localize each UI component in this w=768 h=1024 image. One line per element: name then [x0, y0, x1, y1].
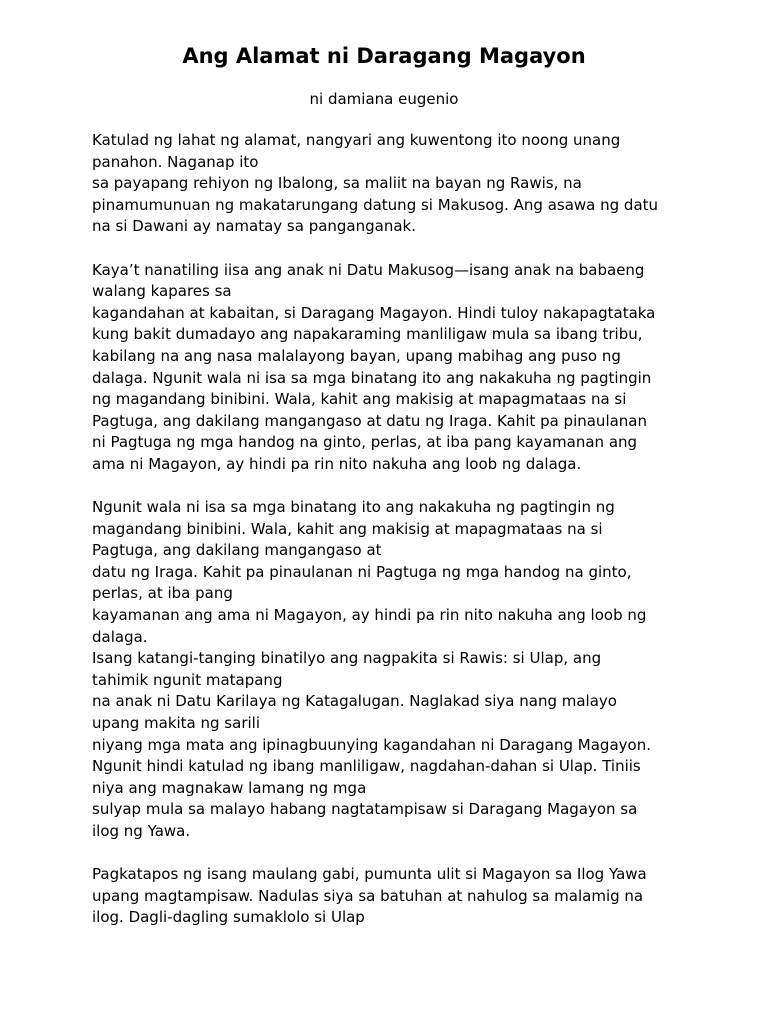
text-line: niyang mga mata ang ipinagbuunying kagandahan ni Daragang Magayon.	[92, 735, 651, 754]
text-line: kung bakit dumadayo ang napakaraming manliligaw mula sa ibang tribu,	[92, 325, 643, 344]
text-line: kayamanan ang ama ni Magayon, ay hindi pa rin nito nakuha ang loob ng	[92, 606, 647, 625]
text-line: Isang katangi-tanging binatilyo ang nagpakita si Rawis: si Ulap, ang	[92, 649, 602, 668]
paragraph	[92, 260, 722, 476]
text-line: kagandahan at kabaitan, si Daragang Magayon. Hindi tuloy nakapagtataka	[92, 303, 656, 322]
text-line: na si Dawani ay namatay sa panganganak.	[92, 217, 417, 236]
text-line: sa payapang rehiyon ng Ibalong, sa maliit na bayan ng Rawis, na	[92, 174, 582, 193]
paragraph	[92, 497, 722, 843]
paragraph	[92, 864, 722, 929]
text-line: ama ni Magayon, ay hindi pa rin nito nakuha ang loob ng dalaga.	[92, 454, 582, 473]
text-line: Katulad ng lahat ng alamat, nangyari ang kuwentong ito noong unang	[92, 131, 621, 149]
text-line: Ngunit hindi katulad ng ibang manliligaw, nagdahan-dahan si Ulap. Tiniis	[92, 757, 641, 776]
text-line: upang magtampisaw. Nadulas siya sa batuhan at nahulog sa malamig na	[92, 886, 644, 905]
text-line: ilog ng Yawa.	[92, 822, 191, 840]
document-author: ni damiana eugenio	[309, 90, 459, 108]
text-line: magandang binibini. Wala, kahit ang makisig at mapagmataas na si	[92, 519, 603, 538]
text-line: Pagkatapos ng isang maulang gabi, pumunta ulit si Magayon sa Ilog Yawa	[92, 865, 647, 884]
text-line: perlas, at iba pang	[92, 584, 233, 603]
text-line: Ngunit wala ni isa sa mga binatang ito ang nakakuha ng pagtingin ng	[92, 498, 615, 517]
text-line: dalaga.	[92, 627, 148, 646]
text-line: Pagtuga, ang dakilang mangangaso at datu ng Iraga. Kahit pa pinaulanan	[92, 411, 648, 430]
text-line: datu ng Iraga. Kahit pa pinaulanan ni Pagtuga ng mga handog na ginto,	[92, 562, 632, 581]
text-line: sulyap mula sa malayo habang nagtatampisaw si Daragang Magayon sa	[92, 800, 638, 819]
document-title: Ang Alamat ni Daragang Magayon	[182, 44, 586, 68]
text-line: walang kapares sa	[92, 282, 232, 301]
text-line: pinamumunuan ng makatarungang datung si Makusog. Ang asawa ng datu	[92, 195, 659, 214]
text-line: Pagtuga, ang dakilang mangangaso at	[92, 541, 382, 560]
text-line: Kaya’t nanatiling iisa ang anak ni Datu Makusog—isang anak na babaeng	[92, 260, 645, 279]
text-line: kabilang na ang nasa malalayong bayan, upang mabihag ang puso ng	[92, 346, 621, 365]
text-line: niya ang magnakaw lamang ng mga	[92, 778, 367, 797]
text-line: upang makita ng sarili	[92, 714, 260, 733]
text-line: tahimik ngunit matapang	[92, 670, 283, 689]
text-line: panahon. Naganap ito	[92, 152, 259, 171]
text-line: ni Pagtuga ng mga handog na ginto, perlas, at iba pang kayamanan ang	[92, 433, 638, 452]
paragraph	[92, 130, 722, 238]
text-line: ng magandang binibini. Wala, kahit ang makisig at mapagmataas na si	[92, 390, 627, 409]
document-body	[92, 130, 722, 951]
text-line: na anak ni Datu Karilaya ng Katagalugan. Naglakad siya nang malayo	[92, 692, 617, 711]
text-line: ilog. Dagli-dagling sumaklolo si Ulap	[92, 908, 365, 927]
text-line: dalaga. Ngunit wala ni isa sa mga binatang ito ang nakakuha ng pagtingin	[92, 368, 652, 387]
